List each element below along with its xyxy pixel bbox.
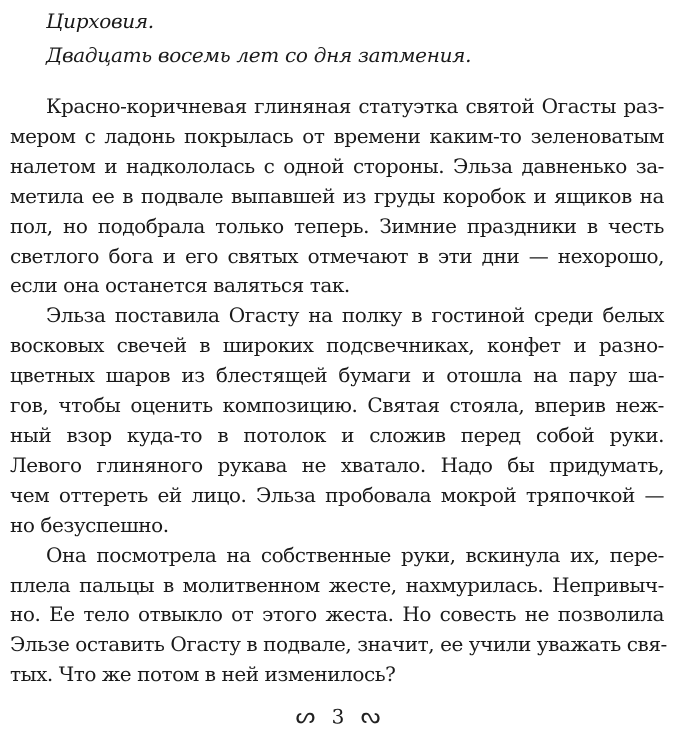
epigraph-time: Двадцать восемь лет со дня затмения.	[46, 43, 472, 67]
paragraph-line: Она посмотрела на собственные руки, вскинула их, пере-	[46, 542, 664, 567]
paragraph-line: Левого глиняного рукава не хватало. Надо бы придумать,	[10, 452, 664, 477]
left-curl-ornament-icon: ᔕ	[295, 703, 316, 729]
paragraph-line: Эльзе оставить Огасту в подвале, значит, ее учили уважать свя-	[10, 632, 667, 657]
paragraph-line: плела пальцы в молитвенном жесте, нахмурилась. Непривыч-	[10, 572, 664, 597]
paragraph-line: если она останется валяться так.	[10, 273, 350, 298]
page-number: 3	[331, 704, 345, 729]
paragraph-line: тых. Что же потом в ней изменилось?	[10, 662, 396, 687]
paragraph-line: но. Ее тело отвыкло от этого жеста. Но совесть не позволила	[10, 602, 664, 627]
paragraph-line: Эльза поставила Огасту на полку в гостиной среди белых	[46, 303, 664, 328]
body-text	[10, 92, 667, 690]
paragraph-line: чем оттереть ей лицо. Эльза пробовала мокрой тряпочкой —	[10, 482, 664, 507]
page-footer	[0, 700, 676, 732]
paragraph-line: восковых свечей в широких подсвечниках, конфет и разно-	[10, 333, 664, 358]
paragraph-line: метила ее в подвале выпавшей из груды коробок и ящиков на	[10, 183, 664, 208]
epigraph	[46, 4, 646, 72]
right-curl-ornament-icon: ᔓ	[360, 703, 381, 729]
paragraph-line: пол, но подобрала только теперь. Зимние праздники в честь	[10, 213, 664, 238]
paragraph-line: мером с ладонь покрылась от времени каким-то зеленоватым	[10, 123, 664, 148]
paragraph-line: ный взор куда-то в потолок и сложив перед собой руки.	[10, 422, 664, 447]
paragraph-line: налетом и надкололась с одной стороны. Эльза давненько за-	[10, 153, 664, 178]
paragraph-line: Красно-коричневая глиняная статуэтка святой Огасты раз-	[46, 94, 664, 118]
paragraph-line: светлого бога и его святых отмечают в эти дни — нехорошо,	[10, 243, 664, 268]
paragraph-line: гов, чтобы оценить композицию. Святая стояла, вперив неж-	[10, 393, 664, 418]
paragraph-line: но безуспешно.	[10, 512, 169, 537]
epigraph-place: Цирховия.	[46, 9, 154, 33]
paragraph-line: цветных шаров из блестящей бумаги и отошла на пару ша-	[10, 363, 664, 388]
